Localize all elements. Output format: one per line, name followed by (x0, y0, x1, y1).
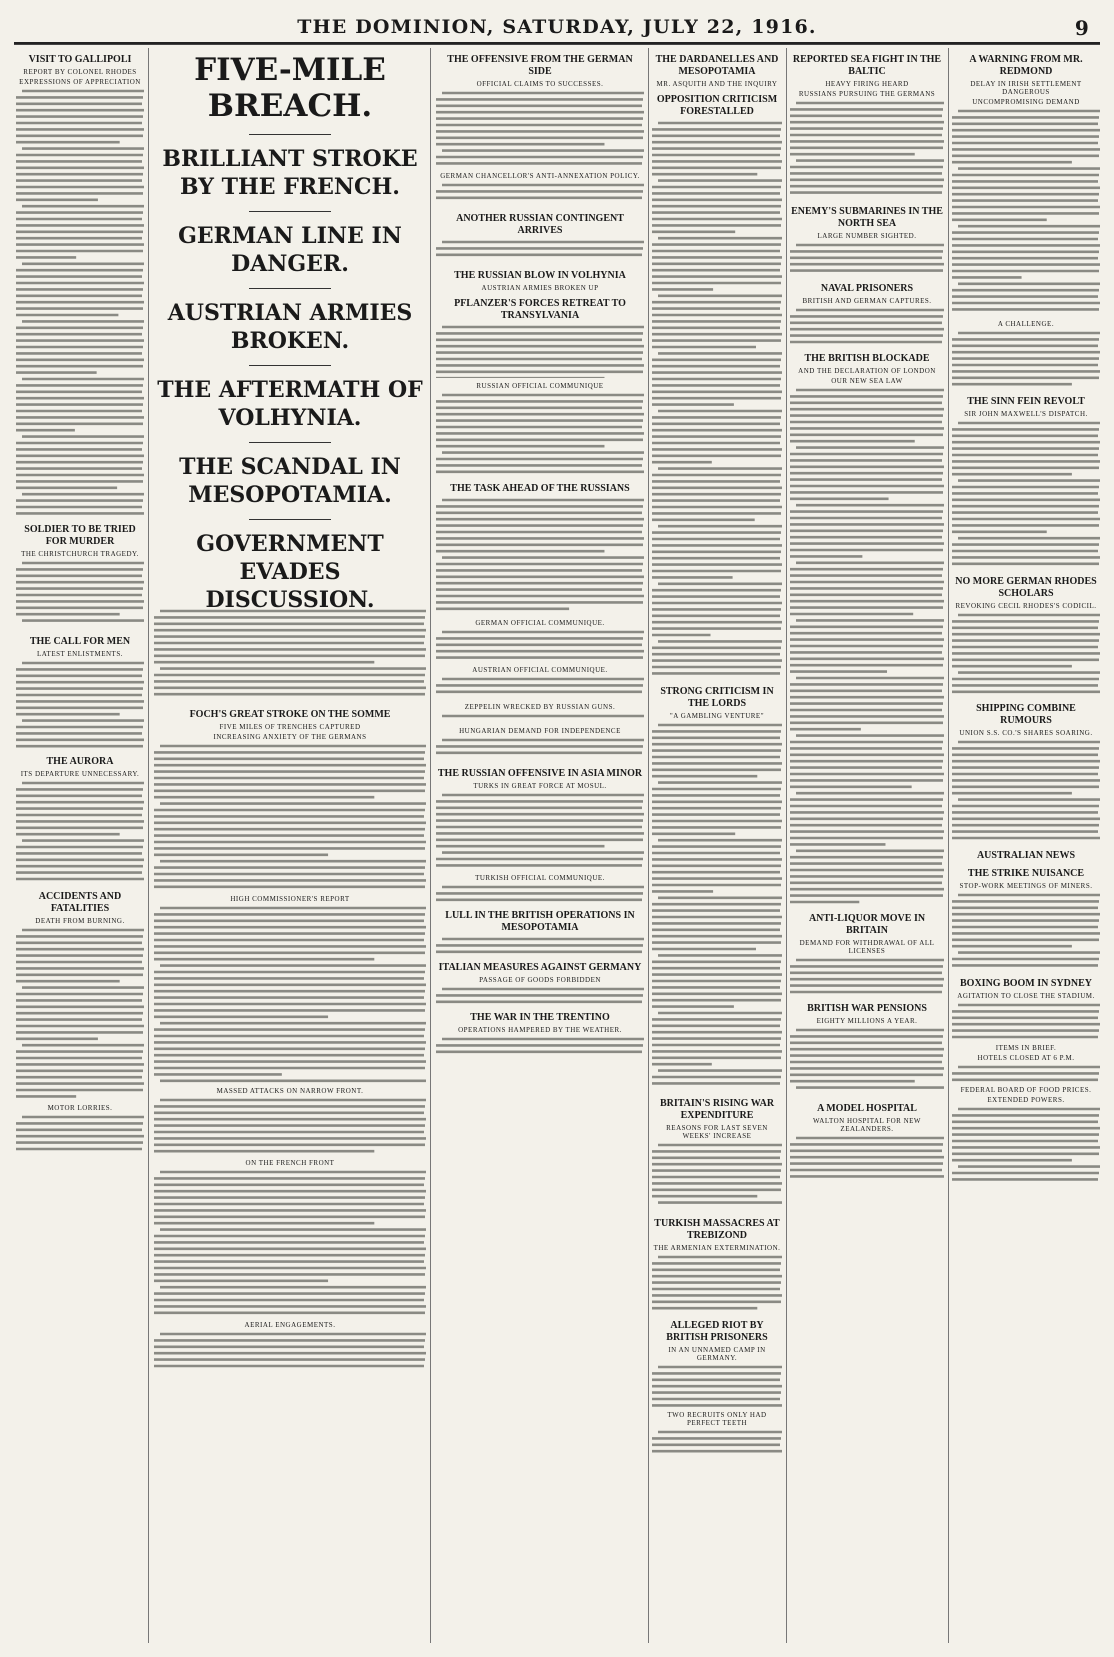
banner-headline: GOVERNMENT EVADES DISCUSSION. (196, 531, 384, 608)
article-subheading: ZEPPELIN WRECKED BY RUSSIAN GUNS. (464, 703, 616, 711)
article-headline: THE DARDANELLES AND MESOPOTAMIA (655, 54, 779, 77)
article-subheading: ITS DEPARTURE UNNECESSARY. (20, 770, 140, 778)
column-5 (790, 48, 944, 1643)
article-text-block (790, 307, 944, 347)
article-headline: THE RUSSIAN OFFENSIVE IN ASIA MINOR (437, 768, 643, 779)
masthead (14, 16, 1100, 42)
article-subheading: PASSAGE OF GOODS FORBIDDEN (479, 976, 601, 984)
headline-separator (249, 211, 331, 212)
article-headline: NO MORE GERMAN RHODES SCHOLARS (955, 576, 1097, 599)
article-headline: SOLDIER TO BE TRIED FOR MURDER (24, 524, 136, 547)
article-text-block (952, 108, 1100, 318)
banner-headline: AUSTRIAN ARMIES BROKEN. (167, 300, 413, 354)
article-subheading: SIR JOHN MAXWELL'S DISPATCH. (964, 410, 1088, 418)
article-subheading: MOTOR LORRIES. (47, 1104, 113, 1112)
article-headline: NAVAL PRISONERS (820, 283, 914, 294)
article-headline: THE BRITISH BLOCKADE (804, 353, 930, 364)
column-rule (648, 48, 649, 1643)
article-text-block (952, 739, 1100, 844)
article-subheading: UNCOMPROMISING DEMAND (972, 98, 1080, 106)
article-text-block (790, 1027, 944, 1097)
article-headline: ACCIDENTS AND FATALITIES (38, 891, 122, 914)
article-text-block (16, 927, 144, 1102)
article-subheading: STOP-WORK MEETINGS OF MINERS. (959, 882, 1093, 890)
article-text-block (652, 120, 782, 680)
article-headline: THE SINN FEIN REVOLT (967, 396, 1085, 407)
article-text-block (952, 1064, 1100, 1084)
article-text-block (154, 1169, 426, 1319)
article-subheading: TWO RECRUITS ONLY HAD PERFECT TEETH (667, 1411, 767, 1427)
article-subheading: ITEMS IN BRIEF. (995, 1044, 1057, 1052)
article-text-block (436, 182, 644, 207)
article-text-block (154, 608, 426, 703)
article-subheading: TURKS IN GREAT FORCE AT MOSUL. (473, 782, 607, 790)
column-1 (16, 48, 144, 1643)
article-subheading: REVOKING CECIL RHODES'S CODICIL. (955, 602, 1097, 610)
article-subheading: OPERATIONS HAMPERED BY THE WEATHER. (458, 1026, 622, 1034)
banner-headline: GERMAN LINE IN DANGER. (178, 223, 402, 277)
article-subheading: DELAY IN IRISH SETTLEMENT DANGEROUS (970, 80, 1082, 96)
article-subheading: MASSED ATTACKS ON NARROW FRONT. (216, 1087, 364, 1095)
article-text-block (790, 957, 944, 997)
article-headline: VISIT TO GALLIPOLI (28, 54, 132, 65)
article-text-block (16, 780, 144, 885)
article-subheading: FIVE MILES OF TRENCHES CAPTURED (219, 723, 361, 731)
article-headline: THE TASK AHEAD OF THE RUSSIANS (450, 483, 630, 494)
article-text-block (952, 420, 1100, 570)
article-subheading: UNION S.S. CO.'S SHARES SOARING. (959, 729, 1093, 737)
article-subheading: MR. ASQUITH AND THE INQUIRY (656, 80, 778, 88)
column-rule (148, 48, 149, 1643)
article-text-block (154, 905, 426, 1085)
article-subheading: INCREASING ANXIETY OF THE GERMANS (213, 733, 367, 741)
article-headline: STRONG CRITICISM IN THE LORDS (660, 686, 774, 709)
article-headline: A WARNING FROM MR. REDMOND (969, 54, 1083, 77)
article-subheading: HEAVY FIRING HEARD (825, 80, 909, 88)
article-headline: THE RUSSIAN BLOW IN VOLHYNIA (454, 270, 626, 281)
article-text-block (436, 239, 644, 264)
article-subheading: TURKISH OFFICIAL COMMUNIQUE. (475, 874, 605, 882)
article-text-block (16, 88, 144, 518)
article-text-block (436, 936, 644, 956)
banner-headline: THE AFTERMATH OF VOLHYNIA. (157, 377, 423, 431)
article-headline: ENEMY'S SUBMARINES IN THE NORTH SEA (791, 206, 943, 229)
article-headline: ANOTHER RUSSIAN CONTINGENT ARRIVES (456, 213, 624, 236)
column-6 (952, 48, 1100, 1643)
article-headline: A MODEL HOSPITAL (817, 1103, 917, 1114)
article-subheading: OUR NEW SEA LAW (831, 377, 903, 385)
banner-headline: THE SCANDAL IN MESOPOTAMIA. (179, 454, 401, 508)
banner-headline: BRILLIANT STROKE BY THE FRENCH. (162, 146, 418, 200)
article-subheading: DEATH FROM BURNING. (35, 917, 125, 925)
article-subheading: RUSSIAN OFFICIAL COMMUNIQUE (476, 382, 604, 390)
column-3-top (436, 48, 644, 378)
headline-separator (249, 365, 331, 366)
article-headline: PFLANZER'S FORCES RETREAT TO TRANSYLVANIA (454, 298, 626, 321)
article-subheading: AUSTRIAN ARMIES BROKEN UP (481, 284, 599, 292)
column-rule (786, 48, 787, 1643)
article-subheading: OFFICIAL CLAIMS TO SUCCESSES. (476, 80, 604, 88)
article-subheading: HUNGARIAN DEMAND FOR INDEPENDENCE (459, 727, 621, 735)
column-2-body (154, 608, 426, 1638)
article-text-block (952, 330, 1100, 390)
article-headline: ANTI-LIQUOR MOVE IN BRITAIN (808, 913, 926, 936)
article-text-block (652, 1364, 782, 1409)
article-text-block (436, 884, 644, 904)
page-number: 9 (1074, 16, 1090, 40)
article-headline: ALLEGED RIOT BY BRITISH PRISONERS (666, 1320, 768, 1343)
article-headline: REPORTED SEA FIGHT IN THE BALTIC (792, 54, 942, 77)
article-subheading: EIGHTY MILLIONS A YEAR. (816, 1017, 918, 1025)
column-3-body (436, 380, 644, 1640)
headline-separator (249, 519, 331, 520)
article-text-block (154, 1097, 426, 1157)
article-subheading: "A GAMBLING VENTURE" (669, 712, 765, 720)
article-text-block (652, 722, 782, 1092)
article-headline: OPPOSITION CRITICISM FORESTALLED (656, 94, 778, 117)
article-subheading: EXPRESSIONS OF APPRECIATION (19, 78, 141, 86)
headline-separator (249, 134, 331, 135)
article-subheading: A CHALLENGE. (997, 320, 1055, 328)
article-subheading: GERMAN CHANCELLOR'S ANTI-ANNEXATION POLICY. (440, 172, 640, 180)
article-subheading: GERMAN OFFICIAL COMMUNIQUE. (475, 619, 605, 627)
article-text-block (436, 792, 644, 872)
article-text-block (16, 1114, 144, 1154)
article-subheading: AERIAL ENGAGEMENTS. (244, 1321, 336, 1329)
article-text-block (436, 676, 644, 701)
article-subheading: HIGH COMMISSIONER'S REPORT (230, 895, 350, 903)
masthead-title: THE DOMINION, SATURDAY, JULY 22, 1916. (297, 16, 817, 38)
article-headline: THE AURORA (46, 756, 114, 767)
masthead-rule (14, 42, 1100, 45)
article-headline: THE WAR IN THE TRENTINO (470, 1012, 610, 1023)
article-subheading: IN AN UNNAMED CAMP IN GERMANY. (668, 1346, 766, 1362)
article-subheading: RUSSIANS PURSUING THE GERMANS (798, 90, 936, 98)
article-text-block (652, 1254, 782, 1314)
article-text-block (436, 324, 644, 378)
article-subheading: FEDERAL BOARD OF FOOD PRICES. (960, 1086, 1092, 1094)
article-text-block (436, 629, 644, 664)
article-headline: FOCH'S GREAT STROKE ON THE SOMME (189, 709, 391, 720)
article-subheading: REPORT BY COLONEL RHODES (23, 68, 137, 76)
article-text-block (154, 743, 426, 893)
article-text-block (436, 1036, 644, 1056)
article-subheading: THE ARMENIAN EXTERMINATION. (653, 1244, 781, 1252)
article-subheading: LARGE NUMBER SIGHTED. (817, 232, 917, 240)
article-text-block (436, 737, 644, 762)
article-text-block (952, 1002, 1100, 1042)
headline-separator (249, 442, 331, 443)
article-subheading: THE CHRISTCHURCH TRAGEDY. (21, 550, 139, 558)
article-headline: BOXING BOOM IN SYDNEY (960, 978, 1092, 989)
article-text-block (436, 986, 644, 1006)
article-subheading: REASONS FOR LAST SEVEN WEEKS' INCREASE (666, 1124, 768, 1140)
article-headline: SHIPPING COMBINE RUMOURS (976, 703, 1076, 726)
article-subheading: BRITISH AND GERMAN CAPTURES. (802, 297, 932, 305)
article-subheading: AGITATION TO CLOSE THE STADIUM. (957, 992, 1095, 1000)
column-rule (948, 48, 949, 1643)
article-headline: BRITISH WAR PENSIONS (807, 1003, 927, 1014)
article-headline: AUSTRALIAN NEWS (976, 850, 1076, 861)
article-text-block (790, 100, 944, 200)
article-subheading: ON THE FRENCH FRONT (245, 1159, 335, 1167)
article-text-block (790, 1135, 944, 1185)
article-text-block (652, 1429, 782, 1459)
article-subheading: AND THE DECLARATION OF LONDON (798, 367, 936, 375)
article-text-block (952, 1106, 1100, 1186)
article-text-block (790, 242, 944, 277)
article-text-block (154, 1331, 426, 1371)
article-text-block (790, 387, 944, 907)
banner-headline: FIVE-MILE BREACH. (194, 52, 386, 124)
article-headline: BRITAIN'S RISING WAR EXPENDITURE (659, 1098, 775, 1121)
article-text-block (436, 90, 644, 170)
article-text-block (952, 892, 1100, 972)
article-subheading: DEMAND FOR WITHDRAWAL OF ALL LICENSES (799, 939, 935, 955)
article-headline: THE OFFENSIVE FROM THE GERMAN SIDE (447, 54, 633, 77)
column-4 (652, 48, 782, 1643)
article-text-block (436, 392, 644, 477)
headline-separator (249, 288, 331, 289)
column-rule (430, 48, 431, 1643)
article-headline: THE STRIKE NUISANCE (967, 868, 1085, 879)
article-text-block (436, 497, 644, 617)
article-subheading: HOTELS CLOSED AT 6 P.M. (977, 1054, 1075, 1062)
article-headline: TURKISH MASSACRES AT TREBIZOND (654, 1218, 780, 1241)
article-subheading: LATEST ENLISTMENTS. (37, 650, 123, 658)
article-text-block (16, 560, 144, 630)
article-headline: LULL IN THE BRITISH OPERATIONS IN MESOPOTAMIA (445, 910, 635, 933)
article-headline: THE CALL FOR MEN (29, 636, 131, 647)
article-subheading: AUSTRIAN OFFICIAL COMMUNIQUE. (472, 666, 608, 674)
article-subheading: EXTENDED POWERS. (987, 1096, 1065, 1104)
article-headline: ITALIAN MEASURES AGAINST GERMANY (438, 962, 642, 973)
article-subheading: WALTON HOSPITAL FOR NEW ZEALANDERS. (812, 1117, 922, 1133)
article-text-block (436, 713, 644, 725)
article-text-block (952, 612, 1100, 697)
article-text-block (16, 660, 144, 750)
column-2-headlines (154, 48, 426, 608)
article-text-block (652, 1142, 782, 1212)
